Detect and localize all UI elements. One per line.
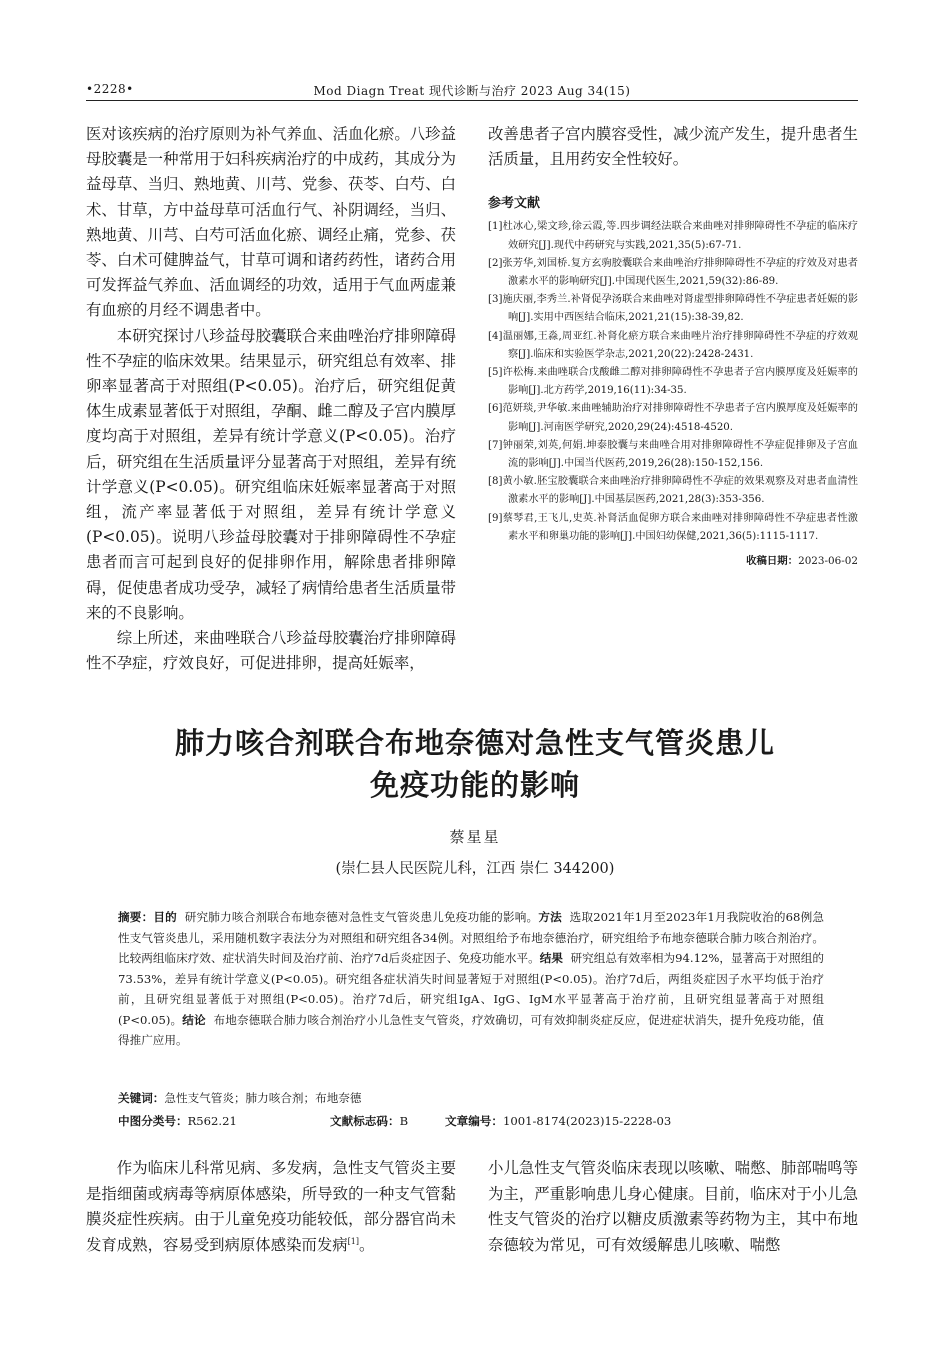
- abstract-label: 摘要：: [118, 910, 154, 924]
- reference-list: [488, 218, 858, 546]
- prev-article-left-column: [86, 122, 456, 676]
- doc-code-label: 文献标志码：: [330, 1114, 400, 1128]
- doc-code-field: [330, 1111, 408, 1131]
- results-text: 研究组总有效率相为94.12%，显著高于对照组的73.53%，差异有统计学意义(P<0.05)。研究组各症状消失时间显著短于对照组(P<0.05)。治疗7d后，两组炎症因子水平均低于治疗前，且研究组显著低于对照组(P<0.05)。治疗7d后，研究组IgA、IgG、IgM水平显著高于治疗前，且研究组显著高于对照组(P<0.05)。: [118, 951, 824, 1027]
- clc-label: 中图分类号：: [118, 1114, 188, 1128]
- keywords-value: 急性支气管炎；肺力咳合剂；布地奈德: [164, 1091, 362, 1105]
- intro-left-text: 作为临床儿科常见病、多发病，急性支气管炎主要是指细菌或病毒等病原体感染，所导致的一种支气管黏膜炎症性疾病。由于儿童免疫功能较低，部分器官尚未发育成熟，容易受到病原体感染而发病: [86, 1159, 456, 1254]
- reference-item: [9]蔡琴君,王飞儿,史英.补肾活血促卵方联合来曲唑对排卵障碍性不孕症患者性激素水平和卵巢功能的影响[J].中国妇幼保健,2021,36(5):1115-1117.: [488, 512, 858, 542]
- keywords-label: 关键词：: [118, 1091, 165, 1105]
- header-rule: [86, 100, 858, 101]
- author-affiliation: (崇仁县人民医院儿科，江西 崇仁 344200): [335, 861, 615, 877]
- page-number: •2228•: [86, 82, 134, 96]
- conclusion-label: 结论: [182, 1012, 206, 1027]
- clc-value: R562.21: [187, 1114, 237, 1128]
- title-line-1: 肺力咳合剂联合布地奈德对急性支气管炎患儿: [174, 726, 775, 760]
- intro-left-column: [86, 1156, 456, 1258]
- article-title: [60, 722, 890, 806]
- conclusion-text: 布地奈德联合肺力咳合剂治疗小儿急性支气管炎，疗效确切，可有效抑制炎症反应，促进症状消失，提升免疫功能，值得推广应用。: [118, 1012, 824, 1047]
- intro-paragraph: [86, 1156, 456, 1258]
- article-number-label: 文章编号：: [445, 1114, 503, 1128]
- reference-item: [1]杜冰心,梁文珍,徐云霞,等.四步调经法联合来曲唑对排卵障碍性不孕症的临床疗效研究[J].现代中药研究与实践,2021,35(5):67-71.: [488, 221, 858, 251]
- reference-item: [4]温丽娜,王淼,周亚红.补肾化瘀方联合来曲唑片治疗排卵障碍性不孕症的疗效观察[J].临床和实验医学杂志,2021,20(22):2428-2431.: [488, 330, 858, 360]
- prev-article-right-column: [488, 122, 858, 567]
- intro-left-end: 。: [359, 1235, 375, 1254]
- methods-label: 方法: [538, 910, 562, 924]
- intro-right-column: [488, 1156, 858, 1258]
- reference-item: [8]黄小敏.胚宝胶囊联合来曲唑治疗排卵障碍性不孕症的效果观察及对患者血清性激素水平的影响[J].中国基层医药,2021,28(3):353-356.: [488, 476, 858, 506]
- doc-code-value: B: [399, 1114, 409, 1128]
- references-heading: 参考文献: [488, 196, 541, 212]
- author-name: 蔡星星: [449, 828, 501, 846]
- objective-label: 目的: [153, 910, 177, 924]
- received-label: 收稿日期：: [746, 555, 799, 568]
- results-label: 结果: [539, 951, 564, 965]
- received-value: 2023-06-02: [798, 555, 858, 568]
- body-paragraph: 医对该疾病的治疗原则为补气养血、活血化瘀。八珍益母胶囊是一种常用于妇科疾病治疗的中成药，其成分为益母草、当归、熟地黄、川芎、党参、茯苓、白芍、白术、甘草，方中益母草可活血行气、补阴调经，当归、熟地黄、川芎、白芍可活血化瘀、调经止痛，党参、茯苓、白术可健脾益气，甘草可调和诸药药性，诸药合用可发挥益气养血、活血调经的功效，适用于气血两虚兼有血瘀的月经不调患者中。: [86, 125, 456, 320]
- body-paragraph: 本研究探讨八珍益母胶囊联合来曲唑治疗排卵障碍性不孕症的临床效果。结果显示，研究组总有效率、排卵率显著高于对照组(P<0.05)。治疗后，研究组促黄体生成素显著低于对照组，孕酮、雌二醇及子宫内膜厚度均高于对照组，差异有统计学意义(P<0.05)。治疗后，研究组在生活质量评分显著高于对照组，差异有统计学意义(P<0.05)。研究组临床妊娠率显著高于对照组，流产率显著低于对照组，差异有统计学意义(P<0.05)。说明八珍益母胶囊对于排卵障碍性不孕症患者而言可起到良好的促排卵作用，解除患者排卵障碍，促使患者成功受孕，减轻了病情给患者生活质量带来的不良影响。: [86, 326, 456, 622]
- clc-field: [118, 1111, 237, 1131]
- article-number-field: [445, 1111, 671, 1131]
- journal-citation: Mod Diagn Treat 现代诊断与治疗 2023 Aug 34(15): [313, 84, 631, 98]
- reference-item: [7]钟丽荣,刘英,何娟.坤泰胶囊与来曲唑合用对排卵障碍性不孕症促排卵及子宫血流的影响[J].中国当代医药,2019,26(28):150-152,156.: [488, 439, 858, 470]
- abstract: [118, 907, 824, 1051]
- title-line-2: 免疫功能的影响: [369, 768, 580, 802]
- reference-item: [2]张芳华,刘国桥.复方玄驹胶囊联合来曲唑治疗排卵障碍性不孕症的疗效及对患者激素水平的影响研究[J].中国现代医生,2021,59(32):86-89.: [488, 257, 858, 288]
- citation-ref: [1]: [347, 1236, 359, 1246]
- reference-item: [6]范妍琰,尹华敏.来曲唑辅助治疗对排卵障碍性不孕患者子宫内膜厚度及妊娠率的影响[J].河南医学研究,2020,29(24):4518-4520.: [488, 403, 858, 433]
- objective-text: 研究肺力咳合剂联合布地奈德对急性支气管炎患儿免疫功能的影响。: [184, 910, 539, 924]
- article-number-value: 1001-8174(2023)15-2228-03: [502, 1114, 672, 1128]
- body-paragraph: 改善患者子宫内膜容受性，减少流产发生，提升患者生活质量，且用药安全性较好。: [488, 125, 858, 169]
- body-paragraph: 综上所述，来曲唑联合八珍益母胶囊治疗排卵障碍性不孕症，疗效良好，可促进排卵，提高妊娠率，: [86, 629, 456, 673]
- reference-item: [5]许松梅.来曲唑联合戊酸雌二醇对排卵障碍性不孕患者子宫内膜厚度及妊娠率的影响[J].北方药学,2019,16(11):34-35.: [488, 367, 858, 397]
- running-header: [86, 80, 858, 102]
- keywords-line: [118, 1088, 824, 1108]
- received-date: [488, 552, 858, 567]
- intro-paragraph: 小儿急性支气管炎临床表现以咳嗽、喘憋、肺部喘鸣等为主，严重影响患儿身心健康。目前，临床对于小儿急性支气管炎的治疗以糖皮质激素等药物为主，其中布地奈德较为常见，可有效缓解患儿咳嗽、喘憋: [488, 1159, 858, 1254]
- methods-text: 选取2021年1月至2023年1月我院收治的68例急性支气管炎患儿，采用随机数字表法分为对照组和研究组各34例。对照组给予布地奈德治疗，研究组给予布地奈德联合肺力咳合剂治疗。比较两组临床疗效、症状消失时间及治疗前、治疗7d后炎症因子、免疫功能水平。: [118, 910, 824, 965]
- reference-item: [3]施庆丽,李秀兰.补肾促孕汤联合来曲唑对肾虚型排卵障碍性不孕症患者妊娠的影响[J].实用中西医结合临床,2021,21(15):38-39,82.: [488, 294, 858, 324]
